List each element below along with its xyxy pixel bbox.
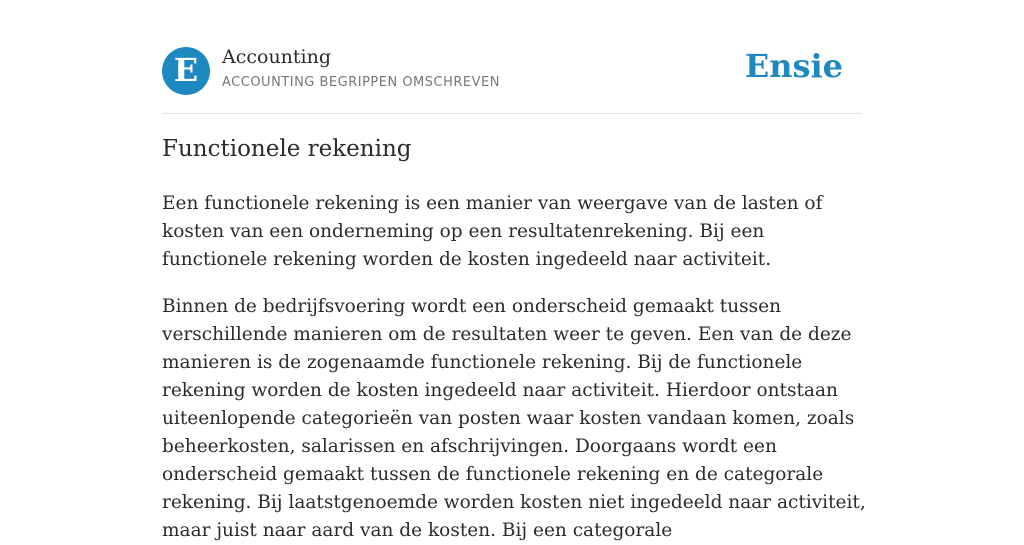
article-paragraph-2: Binnen de bedrijfsvoering wordt een onderscheid gemaakt tussen verschillende manieren om de resultaten weer te geven. Een van de deze manieren is de zogenaamde functionele rekening. Bij de functionele rekening worden de kosten ingedeeld naar activiteit. Hierdoor ontstaan uiteenlopende categorieën van posten waar kosten vandaan komen, zoals beheerkosten, salarissen en afschrijvingen. Doorgaans wordt een onderscheid gemaakt tussen de functionele rekening en de categorale rekening. Bij laatstgenoemde worden kosten niet ingedeeld naar activiteit, maar juist naar aard van de kosten. Bij een categorale	[162, 296, 866, 541]
logo-letter: E	[173, 51, 199, 89]
page-container	[162, 0, 866, 541]
site-subtitle: ACCOUNTING BEGRIPPEN OMSCHREVEN	[222, 75, 500, 90]
ensie-brand-logo[interactable]: Ensie	[744, 47, 843, 85]
site-header	[162, 0, 862, 114]
site-logo-icon[interactable]	[162, 47, 210, 95]
article-title: Functionele rekening	[162, 136, 412, 162]
article-paragraph-1: Een functionele rekening is een manier van weergave van de lasten of kosten van een onderneming op een resultatenrekening. Bij een functionele rekening worden de kosten ingedeeld naar activiteit.	[162, 193, 823, 270]
site-title-link[interactable]: Accounting	[222, 46, 332, 68]
